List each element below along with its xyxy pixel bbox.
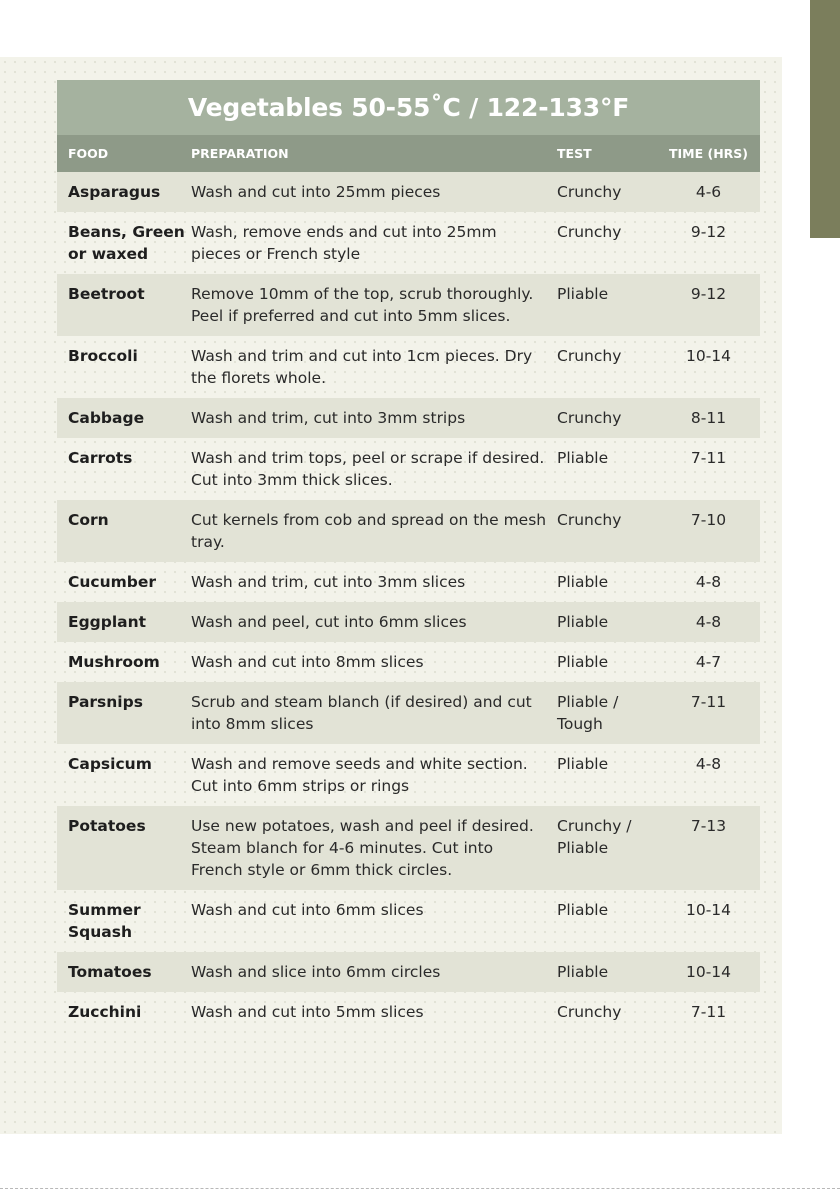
time-cell: 4-6 (695, 183, 722, 201)
time-cell: 8-11 (690, 409, 727, 427)
table-row (57, 274, 760, 336)
food-cell: Summer Squash (68, 901, 141, 941)
test-cell: Crunchy (557, 183, 622, 201)
table-row (57, 212, 760, 274)
food-cell: Cucumber (68, 573, 157, 591)
time-cell: 7-11 (690, 1003, 727, 1021)
preparation-cell: Wash and trim, cut into 3mm slices (191, 573, 466, 591)
time-cell: 7-11 (690, 449, 727, 467)
table-row (57, 172, 760, 212)
table-row (57, 952, 760, 992)
table-row (57, 438, 760, 500)
time-cell: 4-8 (695, 573, 722, 591)
test-cell: Pliable (557, 449, 609, 467)
test-cell: Pliable (557, 653, 609, 671)
time-cell: 9-12 (690, 285, 727, 303)
table-row (57, 642, 760, 682)
time-cell: 7-10 (690, 511, 727, 529)
table-row (57, 806, 760, 890)
table-row (57, 500, 760, 562)
test-cell: Crunchy / Pliable (557, 817, 632, 857)
time-cell: 9-12 (690, 223, 727, 241)
test-cell: Pliable (557, 285, 609, 303)
table-header-row (57, 135, 760, 172)
test-cell: Pliable (557, 755, 609, 773)
preparation-cell: Wash and cut into 6mm slices (191, 901, 424, 919)
test-cell: Crunchy (557, 409, 622, 427)
time-cell: 4-8 (695, 613, 722, 631)
preparation-cell: Use new potatoes, wash and peel if desired. Steam blanch for 4-6 minutes. Cut into French style or 6mm thick circles. (191, 817, 534, 879)
food-cell: Mushroom (68, 653, 160, 671)
food-cell: Corn (68, 511, 109, 529)
test-cell: Pliable (557, 963, 609, 981)
preparation-cell: Wash and slice into 6mm circles (191, 963, 441, 981)
preparation-cell: Wash and cut into 25mm pieces (191, 183, 441, 201)
test-cell: Crunchy (557, 223, 622, 241)
preparation-cell: Wash and trim, cut into 3mm strips (191, 409, 466, 427)
preparation-cell: Cut kernels from cob and spread on the mesh tray. (191, 511, 547, 551)
table-row (57, 744, 760, 806)
header-preparation: PREPARATION (191, 145, 289, 161)
preparation-cell: Wash and trim tops, peel or scrape if desired. Cut into 3mm thick slices. (191, 449, 545, 489)
table-row (57, 602, 760, 642)
test-cell: Crunchy (557, 1003, 622, 1021)
food-cell: Broccoli (68, 347, 138, 365)
food-cell: Beetroot (68, 285, 145, 303)
food-cell: Capsicum (68, 755, 152, 773)
time-cell: 7-11 (690, 693, 727, 711)
time-cell: 4-7 (695, 653, 722, 671)
table-row (57, 992, 760, 1032)
table-row (57, 682, 760, 744)
table-body (57, 172, 760, 1032)
test-cell: Pliable / Tough (557, 693, 619, 733)
time-cell: 10-14 (685, 963, 732, 981)
header-time: TIME (HRS) (668, 145, 749, 161)
food-cell: Parsnips (68, 693, 143, 711)
preparation-cell: Wash and cut into 8mm slices (191, 653, 424, 671)
header-food: FOOD (68, 145, 109, 161)
test-cell: Crunchy (557, 347, 622, 365)
content-panel (0, 57, 782, 1134)
page-edge-line (0, 1188, 840, 1189)
food-cell: Asparagus (68, 183, 161, 201)
time-cell: 4-8 (695, 755, 722, 773)
side-tab (810, 0, 840, 238)
time-cell: 10-14 (685, 901, 732, 919)
food-cell: Carrots (68, 449, 133, 467)
test-cell: Pliable (557, 573, 609, 591)
test-cell: Pliable (557, 613, 609, 631)
preparation-cell: Remove 10mm of the top, scrub thoroughly. Peel if preferred and cut into 5mm slices. (191, 285, 534, 325)
time-cell: 7-13 (690, 817, 727, 835)
table-title: Vegetables 50-55˚C / 122-133°F (57, 80, 760, 135)
food-cell: Zucchini (68, 1003, 142, 1021)
food-cell: Beans, Green or waxed (68, 223, 185, 263)
time-cell: 10-14 (685, 347, 732, 365)
test-cell: Pliable (557, 901, 609, 919)
preparation-cell: Wash and trim and cut into 1cm pieces. Dry the florets whole. (191, 347, 533, 387)
header-test: TEST (557, 145, 592, 161)
food-cell: Tomatoes (68, 963, 152, 981)
preparation-cell: Wash, remove ends and cut into 25mm pieces or French style (191, 223, 497, 263)
test-cell: Crunchy (557, 511, 622, 529)
preparation-cell: Wash and cut into 5mm slices (191, 1003, 424, 1021)
food-cell: Potatoes (68, 817, 146, 835)
table-row (57, 890, 760, 952)
preparation-cell: Wash and peel, cut into 6mm slices (191, 613, 467, 631)
preparation-cell: Scrub and steam blanch (if desired) and cut into 8mm slices (191, 693, 532, 733)
vegetable-drying-table (57, 80, 760, 1032)
food-cell: Cabbage (68, 409, 145, 427)
table-row (57, 562, 760, 602)
preparation-cell: Wash and remove seeds and white section. Cut into 6mm strips or rings (191, 755, 528, 795)
food-cell: Eggplant (68, 613, 147, 631)
table-row (57, 398, 760, 438)
table-row (57, 336, 760, 398)
